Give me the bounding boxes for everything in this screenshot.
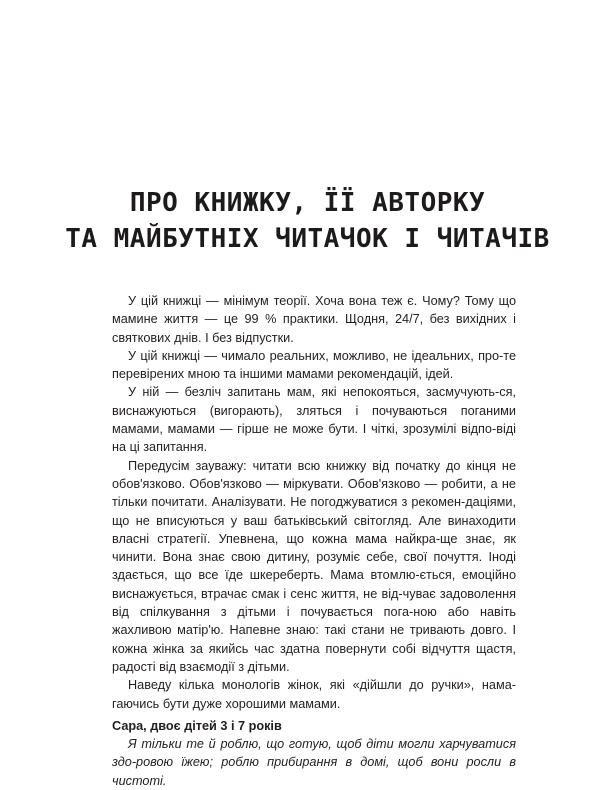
paragraph-5: Наведу кілька монологів жінок, які «дійшли до ручки», нама-гаючись бути дуже хорошими мамами. <box>112 678 516 711</box>
monologue-subheading: Сара, двоє дітей 3 і 7 років <box>112 718 282 733</box>
paragraph-3: У ній — безліч запитань мам, які непокояться, засмучують-ся, виснажуються (вигорають), зляться і почуваються поганими мамами, мамами — гірше не може бути. І чіткі, зрозумілі відпо-віді на ці запитання. <box>112 385 516 455</box>
paragraph-4: Передусім зауважу: читати всю книжку від початку до кінця не обов'язково. Обов'язково — міркувати. Обов'язково — робити, а не тільки почитати. Аналізувати. Не погоджуватися з рекомен-даціями, що не вписуються у ваш батьківський світогляд. Але винаходити власні стратегії. Упевнена, що кожна мама найкра-ще знає, як чинити. Вона знає свою дитину, розуміє себе, свої почуття. Іноді здається, що все їде шкереберть. Мама втомлю-ється, емоційно виснажується, втрачає смак і сенс життя, не від-чуває задоволення від спілкування з дітьми і почувається пога-ною або навіть жахливою матір'ю. Напевне знаю: такі стани не тривають довго. І кожна жінка за якийсь час здатна повернути собі відчуття щастя, радості від взаємодії з дітьми. <box>112 458 516 674</box>
paragraph-1: У цій книжці — мінімум теорії. Хоча вона теж є. Чому? Тому що мамине життя — це 99 % практики. Щодня, 24/7, без вихідних і святкових днів. І без відпустки. <box>112 294 516 345</box>
monologue-quote: Я тільки те й роблю, що готую, щоб діти могли харчуватися здо-ровою їжею; роблю прибирання в домі, щоб вони росли в чистоті. <box>112 737 516 788</box>
chapter-title-line-2: ТА МАЙБУТНІХ ЧИТАЧОК І ЧИТАЧІВ <box>65 224 550 254</box>
chapter-body <box>112 292 516 790</box>
paragraph-2: У цій книжці — чимало реальних, можливо, не ідеальних, про-те перевірених мною та іншими мамами рекомендацій, ідей. <box>112 348 516 382</box>
chapter-title-line-1: ПРО КНИЖКУ, ЇЇ АВТОРКУ <box>129 188 486 218</box>
